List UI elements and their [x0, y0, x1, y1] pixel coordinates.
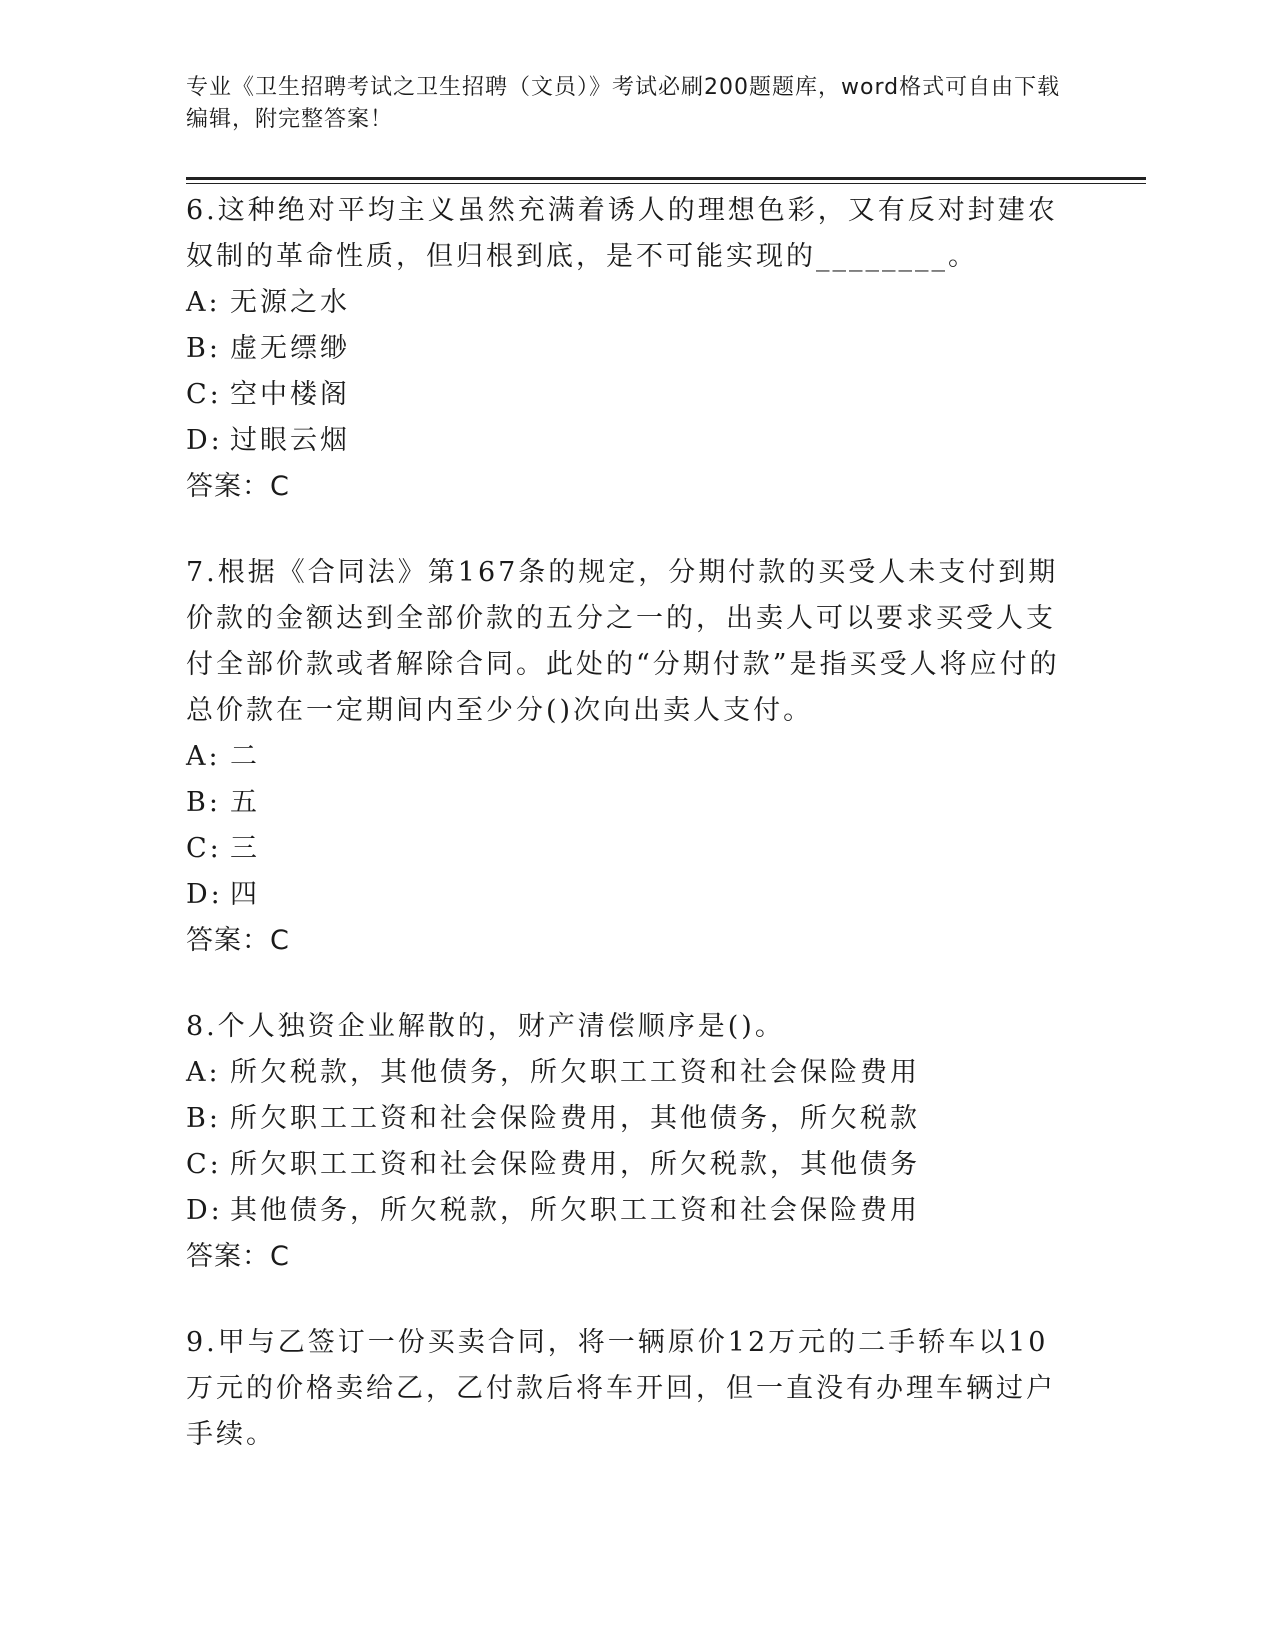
document-header — [186, 72, 1066, 136]
question-6 — [186, 188, 1066, 510]
option-b — [186, 1096, 1066, 1142]
option-label: C: — [186, 833, 222, 864]
option-label: A: — [186, 1057, 221, 1088]
option-d — [186, 872, 1066, 918]
option-text: 所欠职工工资和社会保险费用，所欠税款，其他债务 — [230, 1149, 920, 1180]
question-text: 7.根据《合同法》第167条的规定，分期付款的买受人未支付到期价款的金额达到全部价款的五分之一的，出卖人可以要求买受人支付全部价款或者解除合同。此处的“分期付款”是指买受人将应付的总价款在一定期间内至少分()次向出卖人支付。 — [186, 557, 1060, 726]
option-label: B: — [186, 787, 221, 818]
option-text: 其他债务，所欠税款，所欠职工工资和社会保险费用 — [230, 1195, 920, 1226]
option-text: 所欠税款，其他债务，所欠职工工资和社会保险费用 — [230, 1057, 920, 1088]
question-text: 6.这种绝对平均主义虽然充满着诱人的理想色彩，又有反对封建农奴制的革命性质，但归根到底，是不可能实现的________。 — [186, 195, 1058, 272]
option-label: D: — [186, 879, 223, 910]
option-label: B: — [186, 333, 221, 364]
option-text: 过眼云烟 — [230, 425, 350, 456]
option-text: 虚无缥缈 — [230, 333, 350, 364]
question-text: 9.甲与乙签订一份买卖合同，将一辆原价12万元的二手轿车以10万元的价格卖给乙，乙付款后将车开回，但一直没有办理车辆过户手续。 — [186, 1327, 1056, 1450]
option-d — [186, 1188, 1066, 1234]
option-label: A: — [186, 287, 221, 318]
option-text: 二 — [230, 741, 260, 772]
question-8 — [186, 1004, 1066, 1280]
question-9 — [186, 1320, 1066, 1458]
header-divider-thick — [186, 177, 1146, 180]
option-text: 五 — [230, 787, 260, 818]
option-c — [186, 1142, 1066, 1188]
option-d — [186, 418, 1066, 464]
answer: 答案：C — [186, 925, 290, 956]
option-label: C: — [186, 379, 222, 410]
option-label: B: — [186, 1103, 221, 1134]
option-text: 空中楼阁 — [230, 379, 350, 410]
option-c — [186, 826, 1066, 872]
option-text: 三 — [230, 833, 260, 864]
answer: 答案：C — [186, 1241, 290, 1272]
answer: 答案：C — [186, 471, 290, 502]
option-label: C: — [186, 1149, 222, 1180]
option-text: 所欠职工工资和社会保险费用，其他债务，所欠税款 — [230, 1103, 920, 1134]
question-list — [186, 188, 1066, 1498]
option-b — [186, 326, 1066, 372]
option-label: D: — [186, 425, 223, 456]
header-divider-thin — [186, 183, 1146, 184]
header-title: 专业《卫生招聘考试之卫生招聘（文员）》考试必刷200题题库，word格式可自由下载编辑，附完整答案！ — [186, 75, 1061, 132]
question-7 — [186, 550, 1066, 964]
option-b — [186, 780, 1066, 826]
option-a — [186, 734, 1066, 780]
option-label: D: — [186, 1195, 223, 1226]
option-text: 四 — [230, 879, 260, 910]
option-label: A: — [186, 741, 221, 772]
option-text: 无源之水 — [230, 287, 350, 318]
option-a — [186, 280, 1066, 326]
option-c — [186, 372, 1066, 418]
question-text: 8.个人独资企业解散的，财产清偿顺序是()。 — [186, 1011, 785, 1042]
option-a — [186, 1050, 1066, 1096]
